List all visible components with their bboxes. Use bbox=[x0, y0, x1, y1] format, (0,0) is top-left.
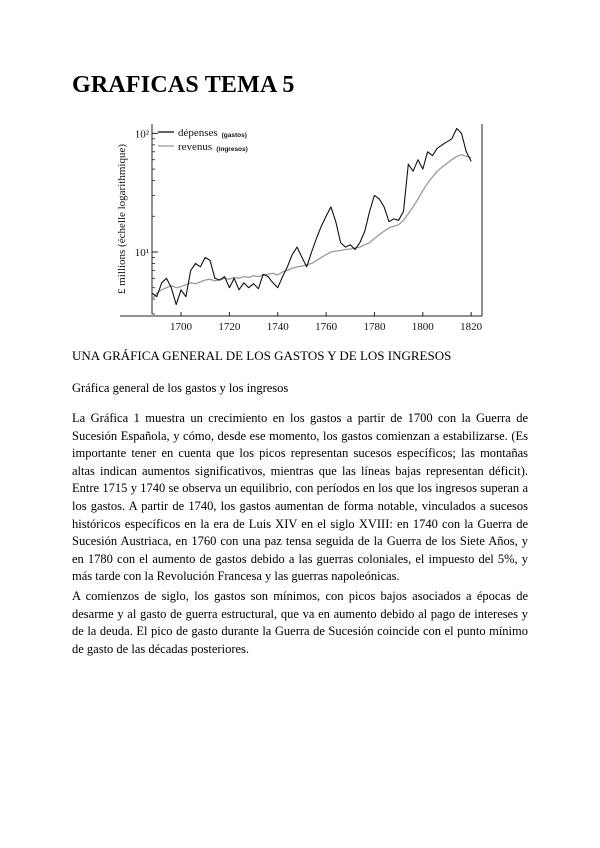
x-tick-label: 1700 bbox=[170, 321, 193, 333]
series-line-revenus bbox=[152, 155, 471, 299]
paragraph-1: La Gráfica 1 muestra un crecimiento en los gastos a partir de 1700 con la Guerra de Sucesión Española, y cómo, desde ese momento, los gastos comienzan a estabilizarse. (Es importante tener en cuenta que los picos representan sucesos específicos; las montañas altas indican aumentos significativos, mientras que las líneas bajas representan déficit). Entre 1715 y 1740 se observa un equilibrio, con períodos en los que los ingresos superan a los gastos. A partir de 1740, los gastos aumentan de forma notable, vinculados a sucesos históricos específicos en la era de Luis XIV en el siglo XVIII: en 1740 con la Guerra de Sucesión Austriaca, en 1760 con una paz tensa seguida de la Guerra de los Siete Años, y en 1780 con el aumento de gastos debido a las guerras coloniales, el impuesto del 5%, y más tarde con la Revolución Francesa y las guerras napoleónicas. bbox=[72, 411, 528, 584]
legend-label: dépenses bbox=[178, 127, 218, 139]
y-tick-label: 10¹ bbox=[134, 246, 149, 259]
axis-ticks bbox=[135, 128, 483, 333]
chart bbox=[112, 118, 484, 340]
x-tick-label: 1740 bbox=[266, 321, 289, 333]
y-axis-label: £ millions (échelle logarithmique) bbox=[116, 144, 128, 294]
figure-subcaption: Gráfica general de los gastos y los ingresos bbox=[72, 381, 289, 395]
series-layer bbox=[152, 129, 471, 305]
paragraph-2: A comienzos de siglo, los gastos son mínimos, con picos bajos asociados a épocas de desarme y al gasto de guerra estructural, que va en aumento debido al pago de intereses y de la deuda. El pico de gasto durante la Guerra de Sucesión coincide con el punto mínimo de gasto de las décadas posteriores. bbox=[72, 589, 528, 656]
x-tick-label: 1760 bbox=[315, 321, 338, 333]
page-title: GRAFICAS TEMA 5 bbox=[72, 72, 295, 98]
x-tick-label: 1720 bbox=[218, 321, 241, 333]
legend-annotation: (gastos) bbox=[221, 132, 247, 139]
x-tick-label: 1800 bbox=[411, 321, 434, 333]
chart-svg bbox=[112, 118, 484, 340]
legend-label: revenus bbox=[178, 141, 213, 153]
legend-annotation: (ingresos) bbox=[216, 146, 248, 153]
legend bbox=[158, 127, 248, 153]
series-line-depenses bbox=[152, 129, 471, 305]
x-tick-label: 1820 bbox=[460, 321, 483, 333]
x-tick-label: 1780 bbox=[363, 321, 386, 333]
figure-caption: UNA GRÁFICA GENERAL DE LOS GASTOS Y DE LOS INGRESOS bbox=[72, 348, 452, 363]
y-tick-label: 10² bbox=[134, 128, 149, 141]
